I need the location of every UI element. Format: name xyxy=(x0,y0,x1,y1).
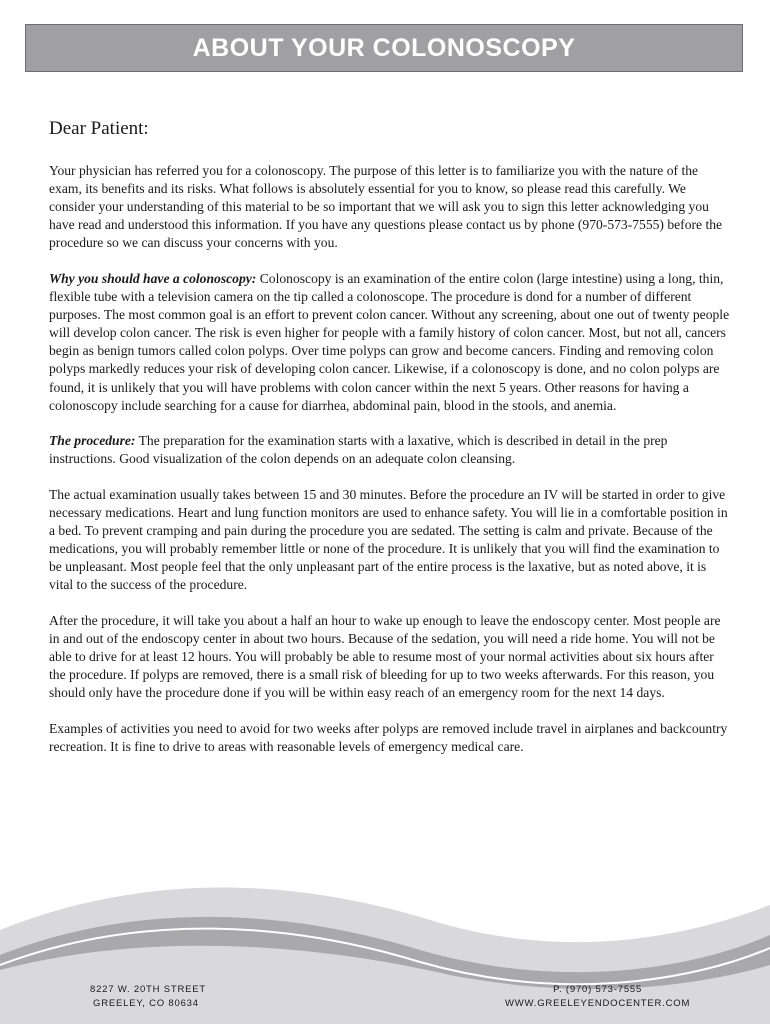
why-text: Colonoscopy is an examination of the entire colon (large intestine) using a long, thin, flexible tube with a television camera on the tip called a colonoscope. The procedure is dond for a number of different purposes. The most common goal is an effort to prevent colon cancer. Without any screening, about one out of twenty people will develop colon cancer. The risk is even higher for people with a family history of colon cancer. Most, but not all, cancers begin as benign tumors called colon polyps. Over time polyps can grow and become cancers. Finding and removing colon polyps markedly reduces your risk of developing colon cancer. Likewise, if a colonoscopy is done, and no colon polyps are found, it is unlikely that you will have problems with colon cancer within the next 5 years. Other reasons for having a colonoscopy include searching for a cause for diarrhea, abdominal pain, blood in the stools, and anemia. xyxy=(49,270,730,413)
intro-paragraph: Your physician has referred you for a colonoscopy. The purpose of this letter is to familiarize you with the nature of the exam, its benefits and its risks. What follows is absolutely essential for you to know, so please read this carefully. We consider your understanding of this material to be so important that we will ask you to sign this letter acknowledging you have read and understood this information. If you have any questions please contact us by phone (970-573-7555) before the procedure so we can discuss your concerns with you. xyxy=(49,163,723,251)
page-title: ABOUT YOUR COLONOSCOPY xyxy=(192,33,576,62)
address-line-2: GREELEY, CO 80634 xyxy=(93,998,199,1009)
footer-address xyxy=(90,983,206,1011)
letter-body xyxy=(49,118,733,774)
exam-paragraph: The actual examination usually takes between 15 and 30 minutes. Before the procedure an IV will be started in order to give necessary medications. Heart and lung function monitors are used to enhance safety. You will lie in a comfortable position in a bed. To prevent cramping and pain during the procedure you are sedated. The setting is calm and private. Because of the medications, you will probably remember little or none of the procedure. It is unlikely that you will find the examination to be unpleasant. Most people feel that the only unpleasant part of the entire process is the laxative, but as noted above, it is vital to the success of the procedure. xyxy=(49,486,728,593)
why-heading: Why you should have a colonoscopy: xyxy=(49,270,257,286)
header-bar xyxy=(25,24,743,72)
after-paragraph: After the procedure, it will take you about a half an hour to wake up enough to leave the endoscopy center. Most people are in and out of the endoscopy center in about two hours. Because of the sedation, you will need a ride home. You will not be able to drive for at least 12 hours. You will probably be able to resume most of your normal activities about six hours after the procedure. If polyps are removed, there is a small risk of bleeding for up to two weeks afterwards. For this reason, you should only have the procedure done if you will be within easy reach of an emergency room for the next 14 days. xyxy=(49,612,721,701)
website-link[interactable]: WWW.GREELEYENDOCENTER.COM xyxy=(505,998,691,1009)
procedure-heading: The procedure: xyxy=(49,433,136,449)
footer-contact xyxy=(505,983,690,1011)
greeting: Dear Patient: xyxy=(49,118,149,139)
procedure-text: The preparation for the examination starts with a laxative, which is described in detail in the prep instructions. Good visualization of the colon depends on an adequate colon cleansing. xyxy=(49,433,668,467)
why-paragraph xyxy=(49,270,733,415)
examples-paragraph: Examples of activities you need to avoid for two weeks after polyps are removed include travel in airplanes and backcountry recreation. It is fine to drive to areas with reasonable levels of emergency medical care. xyxy=(49,720,728,755)
phone-number: P. (970) 573-7555 xyxy=(553,984,643,995)
address-line-1: 8227 W. 20TH STREET xyxy=(90,984,207,995)
procedure-paragraph xyxy=(49,432,733,468)
